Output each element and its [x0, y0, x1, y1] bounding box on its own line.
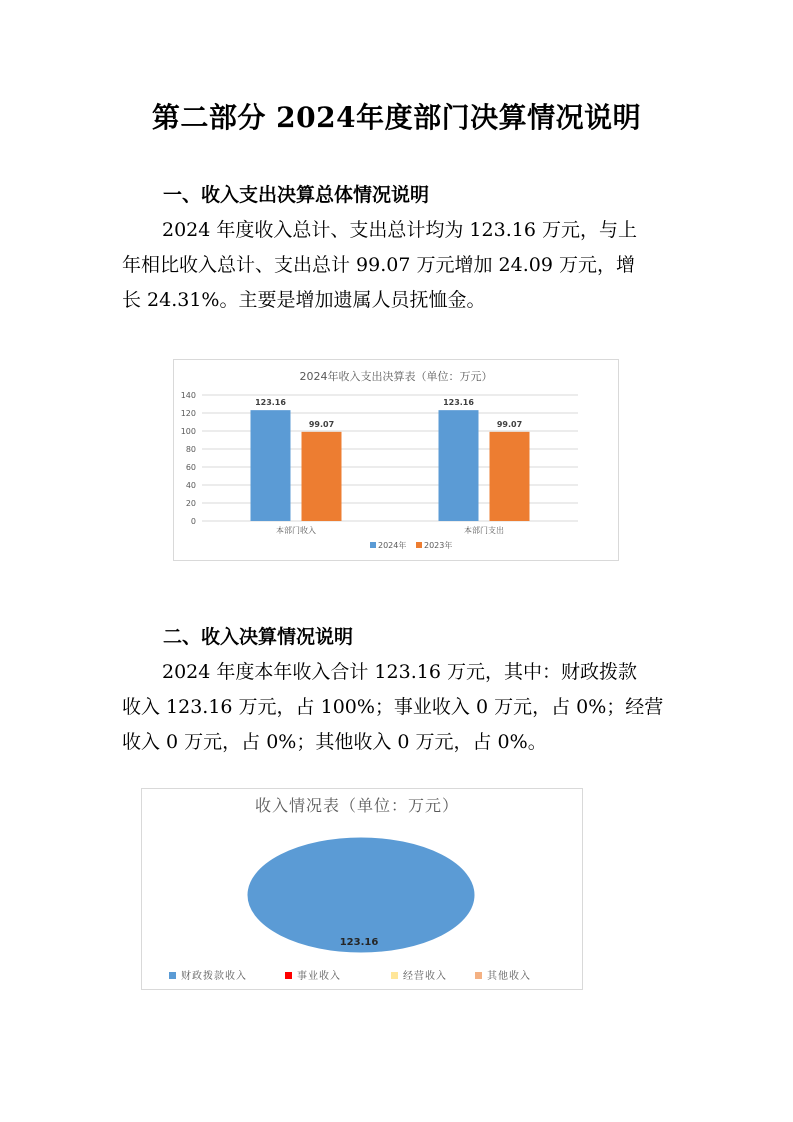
section1-line: 2024 年度收入总计、支出总计均为 123.16 万元，与上	[162, 219, 637, 241]
pie-chart-title: 收入情况表（单位：万元）	[254, 796, 460, 815]
section2-line: 2024 年度本年收入合计 123.16 万元，其中：财政拨款	[162, 661, 637, 683]
legend-swatch	[169, 972, 176, 979]
legend-swatch	[475, 972, 482, 979]
legend-swatch	[285, 972, 292, 979]
bar-chart	[173, 359, 619, 561]
section2-body	[122, 655, 682, 760]
section1-line: 年相比收入总计、支出总计 99.07 万元增加 24.09 万元，增	[122, 254, 635, 276]
bar-data-label: 123.16	[255, 398, 286, 408]
page-title: 第二部分 2024年度部门决算情况说明	[151, 101, 642, 134]
legend-label: 财政拨款收入	[181, 971, 247, 982]
bar	[490, 432, 530, 521]
bar-chart-svg	[174, 360, 618, 560]
pie-chart	[141, 788, 583, 990]
bar	[251, 410, 291, 521]
legend-label: 2024年	[378, 541, 407, 550]
pie-chart-svg	[142, 789, 582, 989]
legend-label: 事业收入	[297, 971, 341, 982]
bar	[302, 432, 342, 521]
y-tick-label: 60	[185, 463, 196, 472]
y-tick-label: 140	[180, 391, 196, 400]
bar-data-label: 123.16	[443, 398, 474, 408]
y-tick-label: 0	[190, 517, 196, 526]
y-tick-label: 120	[180, 409, 196, 418]
bar-data-label: 99.07	[496, 419, 523, 429]
x-tick-label: 本部门支出	[464, 526, 504, 535]
legend-swatch	[370, 542, 376, 548]
section2-line: 收入 123.16 万元，占 100%；事业收入 0 万元，占 0%；经营	[122, 696, 664, 718]
pie-data-label: 123.16	[339, 937, 379, 948]
y-tick-label: 20	[185, 499, 196, 508]
section1-body	[122, 213, 682, 318]
y-tick-label: 100	[180, 427, 196, 436]
legend-label: 经营收入	[403, 971, 447, 982]
legend-swatch	[416, 542, 422, 548]
bar	[439, 410, 479, 521]
bar-data-label: 99.07	[308, 419, 335, 429]
pie-slice	[247, 837, 475, 953]
section1-line: 长 24.31%。主要是增加遗属人员抚恤金。	[122, 289, 486, 311]
section1-heading: 一、收入支出决算总体情况说明	[163, 184, 430, 206]
section2-heading: 二、收入决算情况说明	[163, 626, 354, 648]
y-tick-label: 80	[185, 445, 196, 454]
x-tick-label: 本部门收入	[276, 526, 316, 535]
legend-swatch	[391, 972, 398, 979]
legend-label: 2023年	[424, 541, 453, 550]
legend-label: 其他收入	[487, 971, 531, 982]
bar-chart-title: 2024年收入支出决算表（单位：万元）	[299, 370, 493, 383]
y-tick-label: 40	[185, 481, 196, 490]
section2-line: 收入 0 万元，占 0%；其他收入 0 万元，占 0%。	[122, 731, 547, 753]
